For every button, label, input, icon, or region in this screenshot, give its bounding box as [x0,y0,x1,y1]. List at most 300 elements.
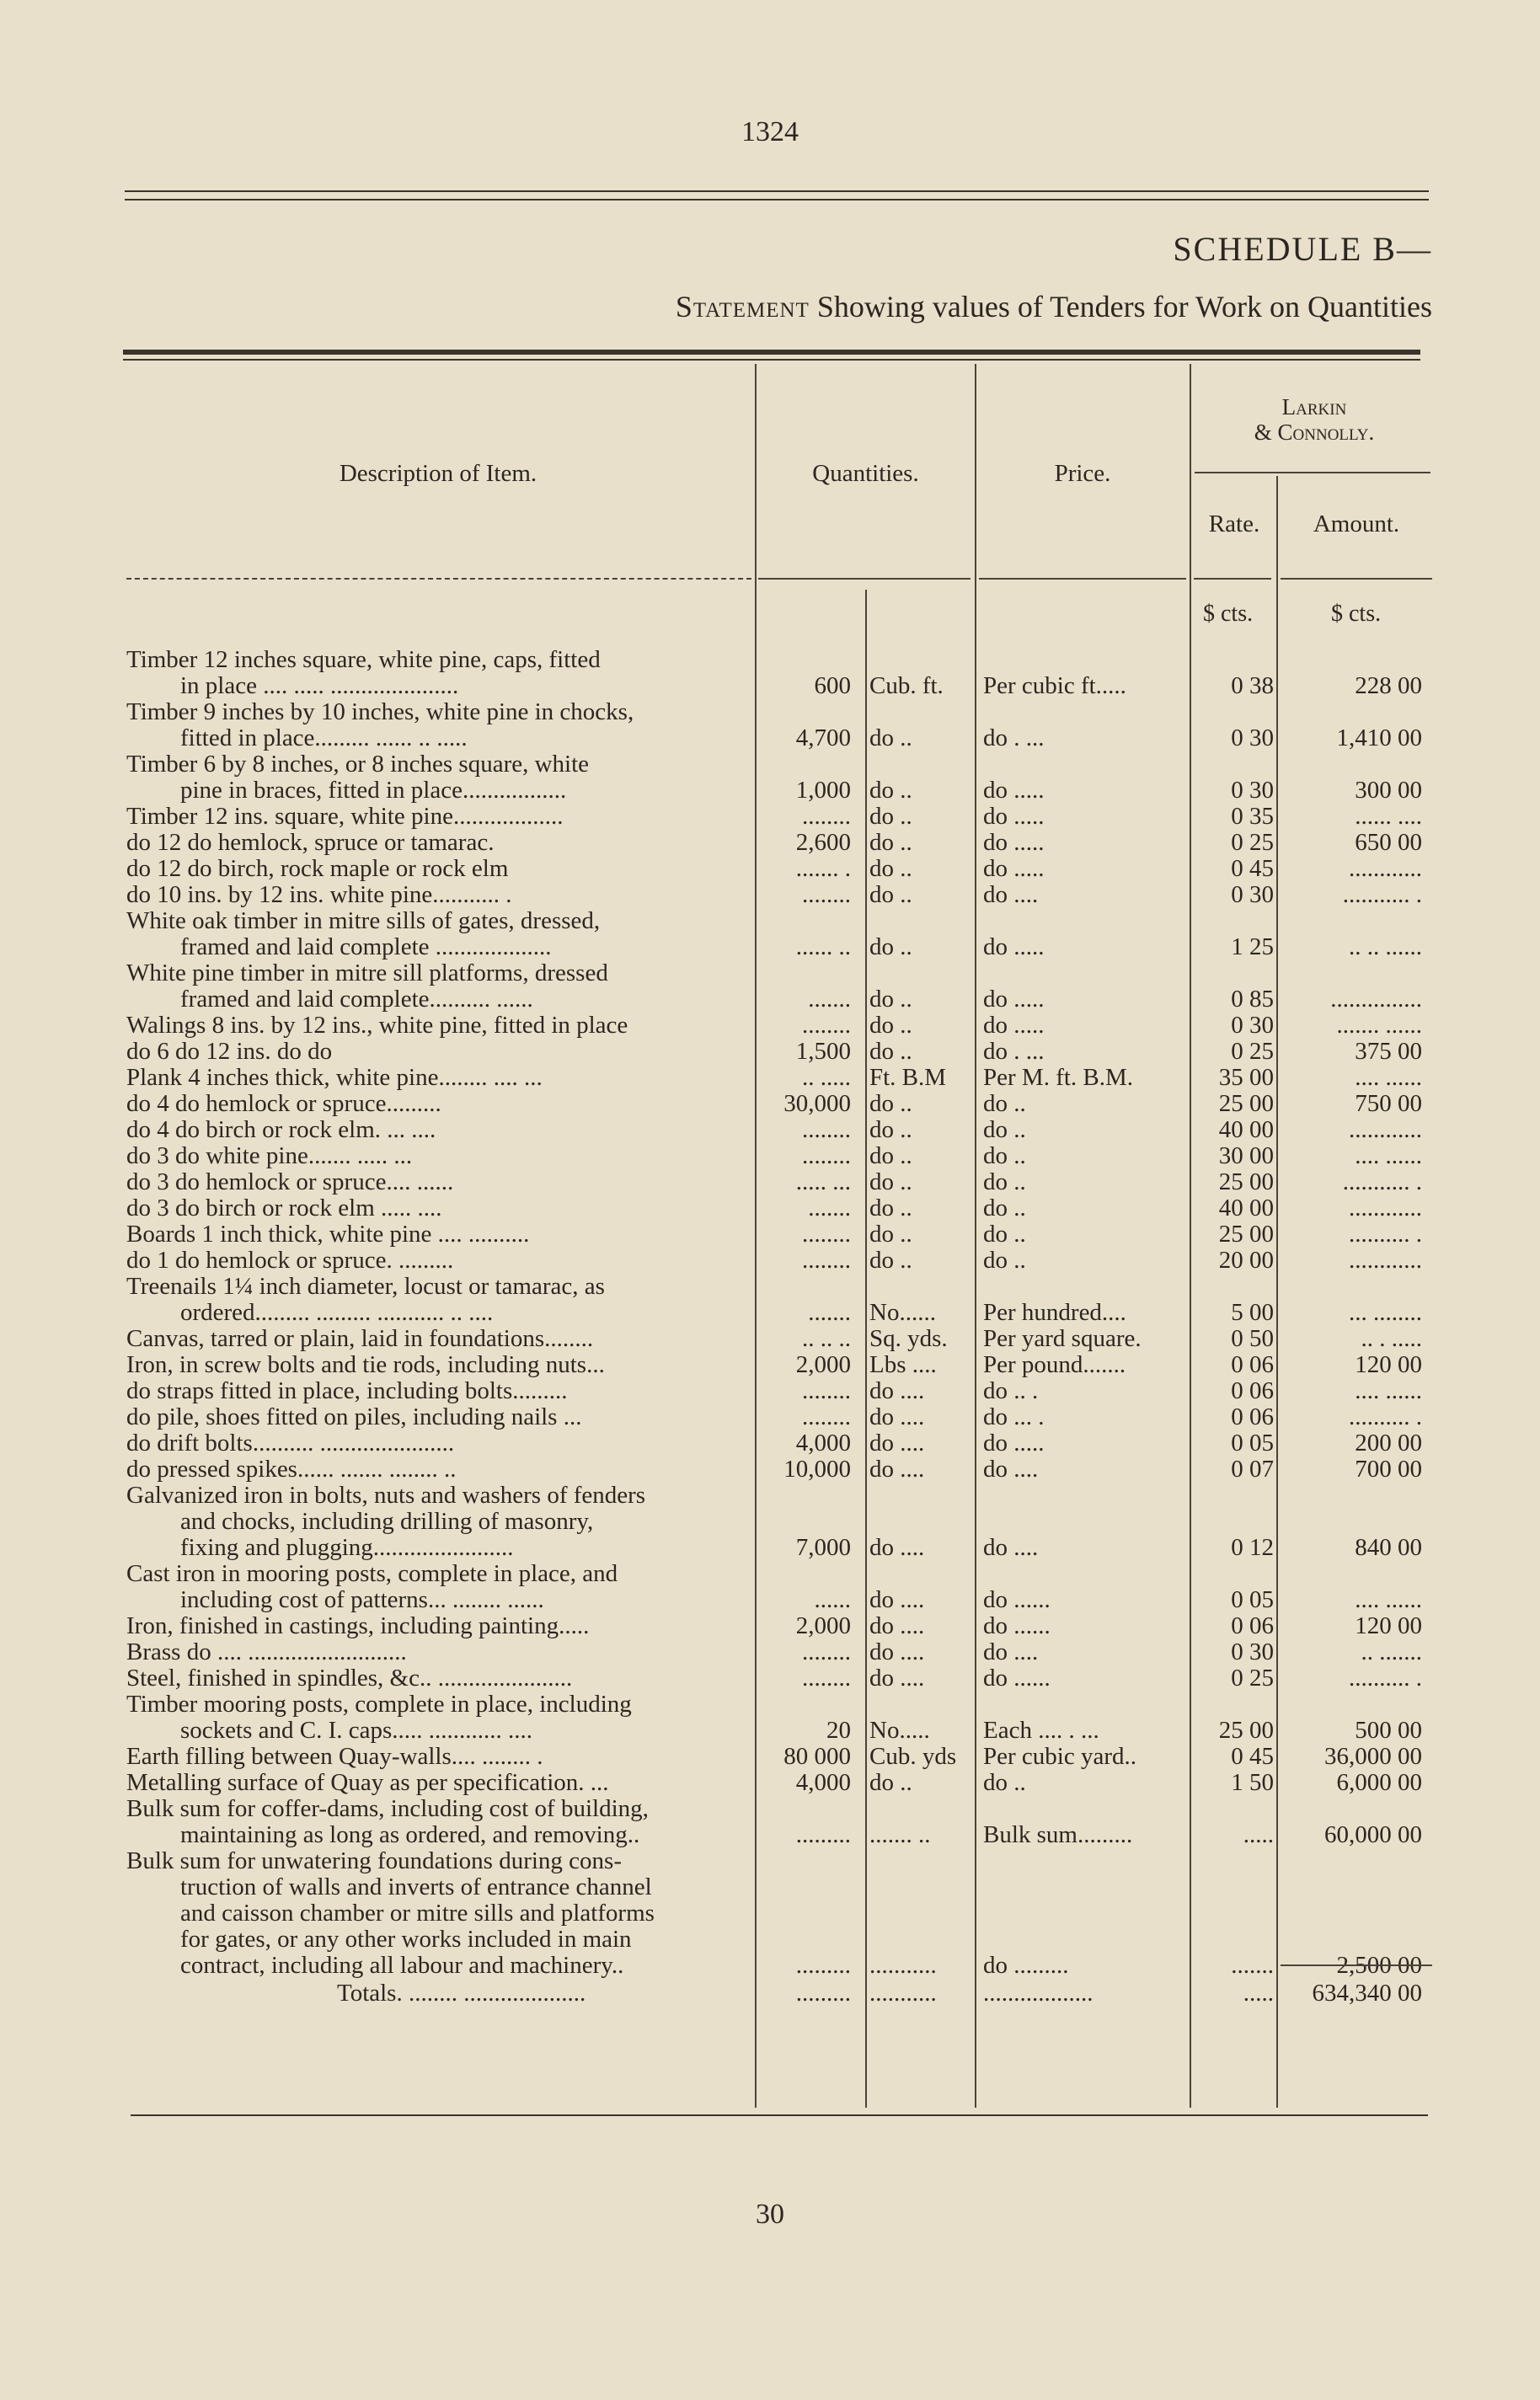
item-unit: do .. [869,933,912,960]
item-unit: Sq. yds. [869,1325,948,1352]
description-line: do pile, shoes fitted on piles, including nails ... [126,1403,582,1430]
item-price: Each .... . ... [983,1717,1099,1744]
description-line: do 3 do white pine....... ..... ... [126,1142,413,1169]
totals-unit: ........... [869,1980,937,2007]
item-quantity: ........ [802,1221,851,1248]
item-unit: Cub. ft. [869,672,944,699]
item-amount: ............ [1349,1195,1422,1221]
item-description [126,960,754,1013]
item-unit: do .. [869,1247,912,1274]
item-quantity: 2,000 [795,1612,851,1639]
item-amount: .... ...... [1355,1142,1422,1169]
item-amount: .. . ..... [1361,1325,1422,1352]
item-unit: do .. [869,829,912,856]
item-price: do ..... [983,829,1045,856]
item-amount: 650 00 [1355,829,1422,856]
page-number: 1324 [741,116,799,147]
item-quantity: 4,000 [795,1769,851,1796]
item-unit: Lbs .... [869,1351,937,1378]
item-price: Per yard square. [983,1325,1142,1352]
description-line: sockets and C. I. caps..... ............ .... [180,1717,533,1744]
description-line: Plank 4 inches thick, white pine........ .... ... [126,1064,543,1091]
item-rate: 35 00 [1218,1064,1274,1091]
item-price: Per hundred.... [983,1299,1126,1326]
item-quantity: 30,000 [783,1090,851,1117]
item-rate: 0 05 [1231,1430,1274,1457]
description-line: Steel, finished in spindles, &c.. ...................... [126,1665,573,1692]
item-amount: 6,000 00 [1336,1769,1422,1796]
item-unit: do .. [869,1168,912,1195]
item-price: do ..... [983,1012,1045,1039]
item-unit: do .. [869,986,912,1013]
item-price: do .... [983,1534,1039,1561]
item-amount: 500 00 [1355,1717,1422,1744]
item-description [126,1065,754,1091]
item-rate: 40 00 [1218,1116,1274,1143]
item-description [126,1352,754,1378]
item-unit: do .. [869,881,912,908]
description-line: Timber mooring posts, complete in place, including [126,1691,632,1718]
item-amount: ............ [1349,1116,1422,1143]
item-rate: ....... [1231,1952,1274,1979]
item-rate: 0 30 [1231,881,1274,908]
item-amount: .. .. ...... [1349,933,1422,960]
item-quantity: ........ [802,881,851,908]
item-quantity: 2,000 [795,1351,851,1378]
item-quantity: .. ..... [802,1064,851,1091]
item-unit: No..... [869,1717,930,1744]
item-description [126,1378,754,1404]
item-unit: do .. [869,1142,912,1169]
item-rate: 0 25 [1231,1038,1274,1065]
description-line: do 4 do hemlock or spruce......... [126,1090,441,1117]
description-line: Walings 8 ins. by 12 ins., white pine, fitted in place [126,1012,628,1039]
item-description [126,1195,754,1221]
item-description [126,804,754,830]
item-description [126,1483,754,1561]
item-quantity: ........ [802,1012,851,1039]
item-quantity: ....... . [795,855,851,882]
item-unit: do .... [869,1534,925,1561]
item-description [126,1404,754,1430]
item-description [126,1143,754,1169]
header-under-rule-qty [758,578,971,580]
item-description [126,1013,754,1039]
item-quantity: 2,600 [795,829,851,856]
item-amount: 228 00 [1355,672,1422,699]
item-rate: 0 50 [1231,1325,1274,1352]
amount-units: $ cts. [1331,601,1382,627]
item-rate: 0 45 [1231,855,1274,882]
bottom-rule [131,2114,1428,2116]
item-quantity: 4,000 [795,1430,851,1457]
item-quantity: ........ [802,803,851,830]
item-amount: ... ........ [1349,1299,1422,1326]
item-amount: .... ...... [1355,1377,1422,1404]
qty-unit-divider [865,590,867,2108]
item-rate: 20 00 [1218,1247,1274,1274]
description-line: Iron, finished in castings, including painting..... [126,1612,590,1639]
item-quantity: ..... ... [795,1168,851,1195]
item-quantity: ........ [802,1403,851,1430]
top-rule-1 [125,190,1429,192]
item-rate: 25 00 [1218,1221,1274,1248]
description-line: framed and laid complete.......... ...... [180,986,533,1013]
description-line: in place .... ..... ..................... [180,672,459,699]
description-line: do 6 do 12 ins. do do [126,1038,333,1065]
col-divider-2 [975,364,976,2108]
description-line: do drift bolts.......... ...................... [126,1430,455,1457]
item-price: do ..... [983,803,1045,830]
totals-quantity: ......... [795,1980,851,2007]
item-rate: 0 30 [1231,777,1274,804]
item-unit: do .. [869,1769,912,1796]
item-unit: do .... [869,1456,925,1483]
description-line: pine in braces, fitted in place................. [180,777,567,804]
item-description [126,1117,754,1143]
rate-units: $ cts. [1203,601,1254,627]
item-price: do .. [983,1769,1026,1796]
item-description [126,1039,754,1065]
description-line: do 10 ins. by 12 ins. white pine........... . [126,881,512,908]
item-description [126,1248,754,1274]
item-price: do . ... [983,1038,1045,1065]
description-line: do straps fitted in place, including bolts......... [126,1377,568,1404]
description-line: do 3 do birch or rock elm ..... .... [126,1195,442,1221]
description-line: do pressed spikes...... ....... ........ .. [126,1456,457,1483]
item-rate: 0 06 [1231,1612,1274,1639]
item-amount: .......... . [1349,1665,1422,1692]
header-thin-rule [123,359,1420,361]
item-price: do ...... [983,1665,1051,1692]
description-line: Galvanized iron in bolts, nuts and washers of fenders [126,1482,646,1509]
item-unit: ....... .. [869,1821,931,1848]
description-line: White pine timber in mitre sill platforms, dressed [126,959,608,986]
description-line: do 4 do birch or rock elm. ... .... [126,1116,436,1143]
description-line: and chocks, including drilling of masonry, [180,1508,594,1535]
item-amount: ............ [1349,855,1422,882]
item-description [126,856,754,882]
col-divider-4 [1276,476,1278,2108]
statement-title: Statement Showing values of Tenders for Work on Quantities [675,290,1432,323]
item-amount: ........... . [1342,1168,1422,1195]
item-unit: do .... [869,1638,925,1665]
item-unit: do .... [869,1430,925,1457]
item-unit: do .. [869,1090,912,1117]
item-quantity: ...... .. [795,933,851,960]
item-price: do ......... [983,1952,1069,1979]
item-amount: 1,410 00 [1336,724,1422,751]
item-amount: ............... [1330,986,1422,1013]
item-description [126,1744,754,1770]
item-unit: do .. [869,855,912,882]
item-price: do .... [983,1456,1039,1483]
description-line: Treenails 1¼ inch diameter, locust or tamarac, as [126,1273,605,1300]
item-price: do ...... [983,1586,1051,1613]
item-rate: 30 00 [1218,1142,1274,1169]
description-line: do 12 do hemlock, spruce or tamarac. [126,829,495,856]
header-under-rule-amount [1281,578,1432,580]
item-description [126,751,754,804]
item-description [126,1770,754,1796]
item-description [126,1274,754,1326]
item-unit: ........... [869,1952,937,1979]
item-price: do .. [983,1090,1026,1117]
item-unit: do .. [869,724,912,751]
item-description [126,1665,754,1692]
item-quantity: ......... [795,1952,851,1979]
item-unit: do .. [869,803,912,830]
totals-price: .................. [983,1980,1094,2007]
item-rate: 0 25 [1231,829,1274,856]
item-price: do .. [983,1142,1026,1169]
item-price: do .. [983,1195,1026,1221]
item-price: do .. . [983,1377,1039,1404]
item-rate: 5 00 [1231,1299,1274,1326]
item-amount: 120 00 [1355,1612,1422,1639]
item-unit: do .... [869,1403,925,1430]
description-line: Iron, in screw bolts and tie rods, including nuts... [126,1351,605,1378]
item-description [126,830,754,856]
col-divider-3 [1190,364,1191,2108]
totals-rate: ..... [1243,1980,1274,2007]
item-quantity: 600 [814,672,851,699]
item-description [126,1430,754,1457]
item-unit: do .... [869,1612,925,1639]
item-rate: ..... [1243,1821,1274,1848]
description-line: Cast iron in mooring posts, complete in place, and [126,1560,618,1587]
item-description [126,1169,754,1195]
item-amount: 375 00 [1355,1038,1422,1065]
item-amount: 750 00 [1355,1090,1422,1117]
item-amount: .......... . [1349,1403,1422,1430]
header-rate: Rate. [1208,510,1260,537]
item-unit: do .. [869,1195,912,1221]
item-rate: 25 00 [1218,1717,1274,1744]
item-rate: 0 07 [1231,1456,1274,1483]
item-rate: 0 35 [1231,803,1274,830]
item-price: Per pound....... [983,1351,1126,1378]
item-description [126,1457,754,1483]
item-price: do ..... [983,777,1045,804]
item-quantity: 80 000 [783,1743,851,1770]
header-price: Price. [1054,460,1111,487]
item-quantity: ........ [802,1247,851,1274]
description-line: and caisson chamber or mitre sills and platforms [180,1900,655,1927]
item-quantity: ....... [808,1299,851,1326]
item-quantity: ......... [795,1821,851,1848]
description-line: Boards 1 inch thick, white pine .... .......... [126,1221,530,1248]
header-amount: Amount. [1313,510,1400,537]
item-quantity: 1,000 [795,777,851,804]
item-amount: 700 00 [1355,1456,1422,1483]
description-line: do 3 do hemlock or spruce.... ...... [126,1168,454,1195]
item-unit: do .... [869,1665,925,1692]
item-rate: 0 85 [1231,986,1274,1013]
header-description: Description of Item. [339,460,537,487]
item-rate: 40 00 [1218,1195,1274,1221]
total-rule [1281,1964,1432,1966]
item-unit: No...... [869,1299,936,1326]
item-price: do ..... [983,855,1045,882]
description-line: Timber 12 inches square, white pine, caps, fitted [126,646,601,673]
item-quantity: ........ [802,1377,851,1404]
item-unit: Ft. B.M [869,1064,947,1091]
description-line: Timber 9 inches by 10 inches, white pine in chocks, [126,698,634,725]
description-line: Earth filling between Quay-walls.... ........ . [126,1743,543,1770]
footer-page-number: 30 [756,2199,784,2230]
item-quantity: 4,700 [795,724,851,751]
item-unit: do .. [869,777,912,804]
totals-label: Totals. ........ .................... [337,1980,586,2007]
description-line: ordered......... ......... ........... .. .... [180,1299,494,1326]
description-line: do 1 do hemlock or spruce. ......... [126,1247,454,1274]
col-divider-1 [755,364,757,2108]
tenderer-underline [1195,472,1430,473]
item-quantity: ....... [808,1195,851,1221]
item-description [126,647,754,699]
item-rate: 0 06 [1231,1377,1274,1404]
item-quantity: 20 [826,1717,851,1744]
description-line: White oak timber in mitre sills of gates, dressed, [126,907,601,934]
item-amount: ............ [1349,1247,1422,1274]
item-amount: 120 00 [1355,1351,1422,1378]
item-price: do ... . [983,1403,1045,1430]
header-tenderer-line2: & Connolly. [1254,420,1375,445]
description-line: including cost of patterns... ........ ...... [180,1586,544,1613]
item-rate: 25 00 [1218,1168,1274,1195]
item-price: Per M. ft. B.M. [983,1064,1134,1091]
item-price: do ...... [983,1612,1051,1639]
item-description [126,908,754,960]
header-thick-rule [123,350,1420,355]
item-unit: do .. [869,1038,912,1065]
item-description [126,1221,754,1248]
item-rate: 0 12 [1231,1534,1274,1561]
item-amount: 2,500 00 [1336,1952,1422,1979]
item-amount: .. ....... [1361,1638,1422,1665]
item-price: do . ... [983,724,1045,751]
item-rate: 25 00 [1218,1090,1274,1117]
description-line: fitted in place......... ...... .. ..... [180,724,468,751]
description-line: Timber 12 ins. square, white pine.................. [126,803,564,830]
schedule-title: SCHEDULE B— [1173,230,1432,268]
item-description [126,1326,754,1352]
item-quantity: ........ [802,1142,851,1169]
header-under-rule-desc [126,578,751,580]
item-quantity: ........ [802,1638,851,1665]
item-rate: 0 38 [1231,672,1274,699]
description-line: do 12 do birch, rock maple or rock elm [126,855,509,882]
item-rate: 0 45 [1231,1743,1274,1770]
item-rate: 0 30 [1231,1638,1274,1665]
item-rate: 1 50 [1231,1769,1274,1796]
item-rate: 0 30 [1231,1012,1274,1039]
item-description [126,882,754,908]
description-line: Bulk sum for coffer-dams, including cost of building, [126,1795,649,1822]
item-quantity: ........ [802,1116,851,1143]
item-description [126,1692,754,1744]
item-amount: 300 00 [1355,777,1422,804]
item-amount: .... ...... [1355,1064,1422,1091]
item-amount: ....... ...... [1336,1012,1422,1039]
item-amount: 200 00 [1355,1430,1422,1457]
item-quantity: 7,000 [795,1534,851,1561]
description-line: Brass do .... .......................... [126,1638,407,1665]
item-amount: 840 00 [1355,1534,1422,1561]
item-amount: ........... . [1342,881,1422,908]
item-quantity: ...... [814,1586,851,1613]
item-price: Per cubic yard.. [983,1743,1136,1770]
item-rate: 0 05 [1231,1586,1274,1613]
description-line: framed and laid complete ................... [180,933,552,960]
description-line: Metalling surface of Quay as per specification. ... [126,1769,609,1796]
totals-amount: 634,340 00 [1312,1980,1422,2007]
item-price: do .. [983,1116,1026,1143]
header-quantities: Quantities. [812,460,919,487]
item-price: do .. [983,1221,1026,1248]
item-unit: Cub. yds [869,1743,957,1770]
item-rate: 1 25 [1231,933,1274,960]
item-unit: do .... [869,1377,925,1404]
item-description [126,1561,754,1613]
item-price: do ..... [983,933,1045,960]
item-price: Bulk sum......... [983,1821,1133,1848]
item-unit: do .. [869,1221,912,1248]
item-price: Per cubic ft..... [983,672,1126,699]
description-line: fixing and plugging....................... [180,1534,514,1561]
item-unit: do .... [869,1586,925,1613]
item-rate: 0 06 [1231,1351,1274,1378]
item-description [126,1848,754,1979]
item-price: do ..... [983,1430,1045,1457]
header-under-rule-price [979,578,1186,580]
item-rate: 0 06 [1231,1403,1274,1430]
item-amount: ...... .... [1355,803,1422,830]
item-price: do .. [983,1247,1026,1274]
item-price: do ..... [983,986,1045,1013]
item-unit: do .. [869,1116,912,1143]
description-line: truction of walls and inverts of entrance channel [180,1873,652,1900]
item-rate: 0 30 [1231,724,1274,751]
item-quantity: .. .. .. [802,1325,851,1352]
item-amount: 36,000 00 [1324,1743,1422,1770]
description-line: Canvas, tarred or plain, laid in foundations........ [126,1325,594,1352]
item-rate: 0 25 [1231,1665,1274,1692]
item-description [126,1796,754,1848]
item-price: do .. [983,1168,1026,1195]
header-tenderer-line1: Larkin [1281,394,1347,420]
item-description [126,1639,754,1665]
item-description [126,1091,754,1117]
item-price: do .... [983,1638,1039,1665]
item-quantity: 10,000 [783,1456,851,1483]
description-line: Timber 6 by 8 inches, or 8 inches square, white [126,751,590,778]
item-unit: do .. [869,1012,912,1039]
item-description [126,699,754,751]
item-quantity: 1,500 [795,1038,851,1065]
item-quantity: ....... [808,986,851,1013]
header-under-rule-rate [1194,578,1271,580]
item-description [126,1613,754,1639]
item-amount: 60,000 00 [1324,1821,1422,1848]
item-amount: .......... . [1349,1221,1422,1248]
item-amount: .... ...... [1355,1586,1422,1613]
description-line: for gates, or any other works included in main [180,1926,632,1953]
description-line: contract, including all labour and machinery.. [180,1952,624,1979]
description-line: Bulk sum for unwatering foundations during cons- [126,1847,622,1874]
top-rule-2 [125,199,1429,200]
